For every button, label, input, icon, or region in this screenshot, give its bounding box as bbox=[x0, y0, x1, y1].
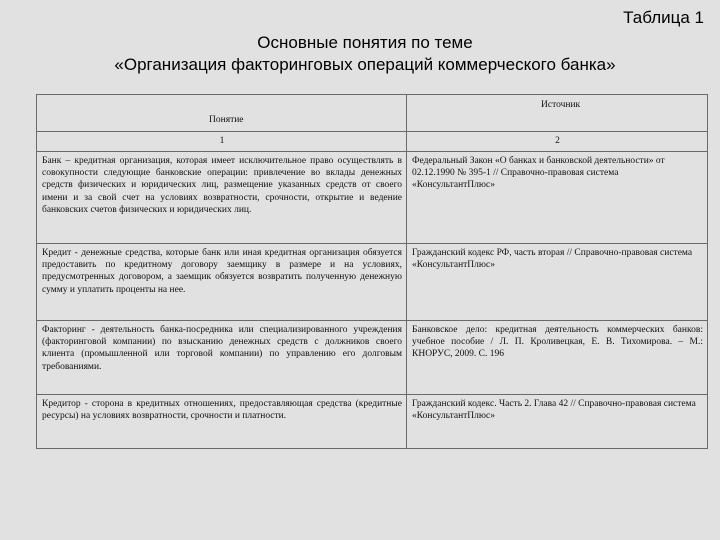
source-cell: Банковское дело: кредитная деятельность коммерческих банков: учебное пособие / Л. П. Кроливецкая, Е. В. Тихомирова. – М.: КНОРУС, 2009. С. 196 bbox=[407, 321, 708, 395]
source-cell: Гражданский кодекс. Часть 2. Глава 42 // Справочно-правовая система «КонсультантПлюс» bbox=[407, 395, 708, 449]
table-header-row bbox=[37, 95, 708, 132]
concept-cell: Кредитор - сторона в кредитных отношениях, предоставляющая средства (кредитные ресурсы) на условиях возвратности, срочности и платности. bbox=[37, 395, 407, 449]
column-number-row bbox=[37, 132, 708, 152]
table-row bbox=[37, 244, 708, 321]
header-cell-source bbox=[407, 95, 708, 132]
concepts-table bbox=[36, 94, 708, 449]
table-row bbox=[37, 395, 708, 449]
table-row bbox=[37, 152, 708, 244]
table-row bbox=[37, 321, 708, 395]
header-source-label: Источник bbox=[541, 100, 581, 110]
source-cell: Федеральный Закон «О банках и банковской деятельности» от 02.12.1990 № 395-1 // Справочно-правовая система «КонсультантПлюс» bbox=[407, 152, 708, 244]
page-subtitle: «Организация факторинговых операций коммерческого банка» bbox=[114, 55, 616, 74]
table-number-label: Таблица 1 bbox=[623, 8, 704, 27]
column-number-1: 1 bbox=[37, 132, 407, 152]
concept-cell: Кредит - денежные средства, которые банк или иная кредитная организация обязуется предоставить по кредитному договору заемщику в размере и на условиях, предусмотренных договором, а заемщик обязуется возвратить полученную денежную сумму и уплатить проценты на нее. bbox=[37, 244, 407, 321]
header-cell-concept bbox=[37, 95, 407, 132]
concept-cell: Факторинг - деятельность банка-посредника или специализированного учреждения (факторинговой компании) по взысканию денежных средств с должников своего клиента (промышленной или торговой компании) по управлению его долговым требованиями. bbox=[37, 321, 407, 395]
source-cell: Гражданский кодекс РФ, часть вторая // Справочно-правовая система «КонсультантПлюс» bbox=[407, 244, 708, 321]
column-number-2: 2 bbox=[407, 132, 708, 152]
page-title: Основные понятия по теме bbox=[257, 33, 473, 52]
concept-cell: Банк – кредитная организация, которая имеет исключительное право осуществлять в совокупности следующие банковские операции: привлечение во вклады денежных средств физических и юридических лиц, размещение указанных средств от своего имени и за свой счет на условиях возвратности, срочности, открытие и ведение банковских счетов физических и юридических лиц. bbox=[37, 152, 407, 244]
header-concept-label: Понятие bbox=[209, 115, 244, 125]
